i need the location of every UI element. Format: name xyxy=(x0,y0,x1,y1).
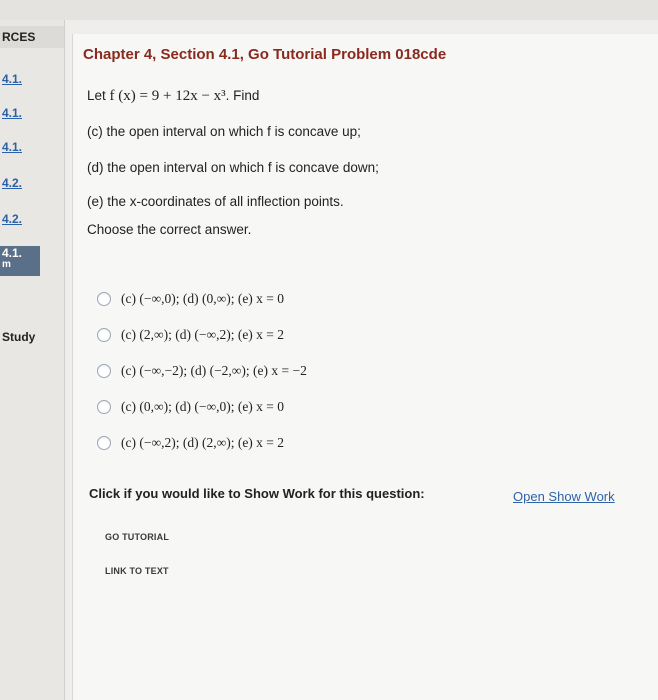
resources-sidebar xyxy=(0,20,65,700)
function-expression: f (x) = 9 + 12x − x³ xyxy=(109,88,226,104)
problem-title: Chapter 4, Section 4.1, Go Tutorial Problem 018cde xyxy=(83,46,447,63)
answer-option-text: (c) (−∞,0); (d) (0,∞); (e) x = 0 xyxy=(121,291,285,306)
question-panel xyxy=(72,34,658,700)
answer-option[interactable] xyxy=(97,324,284,346)
find-label: . Find xyxy=(225,88,260,103)
radio-button[interactable] xyxy=(97,328,111,342)
sidebar-header: RCES xyxy=(0,26,64,48)
part-e-text: (e) the x-coordinates of all inflection points. xyxy=(87,194,344,209)
radio-button[interactable] xyxy=(97,400,111,414)
radio-button[interactable] xyxy=(97,436,111,450)
link-to-text-button[interactable]: LINK TO TEXT xyxy=(105,566,169,576)
radio-button[interactable] xyxy=(97,364,111,378)
sidebar-link[interactable]: 4.2. xyxy=(2,176,23,190)
answer-option[interactable] xyxy=(97,288,284,310)
go-tutorial-button[interactable]: GO TUTORIAL xyxy=(105,532,170,542)
sidebar-active-label: 4.1. xyxy=(2,246,23,260)
sidebar-link[interactable]: 4.1. xyxy=(2,106,23,120)
radio-button[interactable] xyxy=(97,292,111,306)
answer-option[interactable] xyxy=(97,360,307,382)
answer-option-text: (c) (0,∞); (d) (−∞,0); (e) x = 0 xyxy=(121,399,285,414)
sidebar-link[interactable]: 4.1. xyxy=(2,140,23,154)
choose-instruction: Choose the correct answer. xyxy=(87,222,252,237)
function-statement xyxy=(87,88,259,105)
answer-option-text: (c) (2,∞); (d) (−∞,2); (e) x = 2 xyxy=(121,327,285,342)
sidebar-link[interactable]: 4.1. xyxy=(2,72,23,86)
answer-option-text: (c) (−∞,−2); (d) (−2,∞); (e) x = −2 xyxy=(121,363,307,378)
part-d-text: (d) the open interval on which f is concave down; xyxy=(87,160,379,175)
answer-option[interactable] xyxy=(97,396,284,418)
answer-option[interactable] xyxy=(97,432,284,454)
sidebar-study-link[interactable]: Study xyxy=(2,330,36,344)
let-label: Let xyxy=(87,88,106,103)
sidebar-active-item[interactable] xyxy=(0,246,40,276)
sidebar-active-sub: m xyxy=(2,259,11,270)
top-band xyxy=(0,0,658,20)
answer-option-text: (c) (−∞,2); (d) (2,∞); (e) x = 2 xyxy=(121,435,285,450)
show-work-prompt: Click if you would like to Show Work for this question: xyxy=(89,486,425,501)
open-show-work-link[interactable]: Open Show Work xyxy=(513,489,615,504)
part-c-text: (c) the open interval on which f is concave up; xyxy=(87,124,361,139)
sidebar-link[interactable]: 4.2. xyxy=(2,212,23,226)
